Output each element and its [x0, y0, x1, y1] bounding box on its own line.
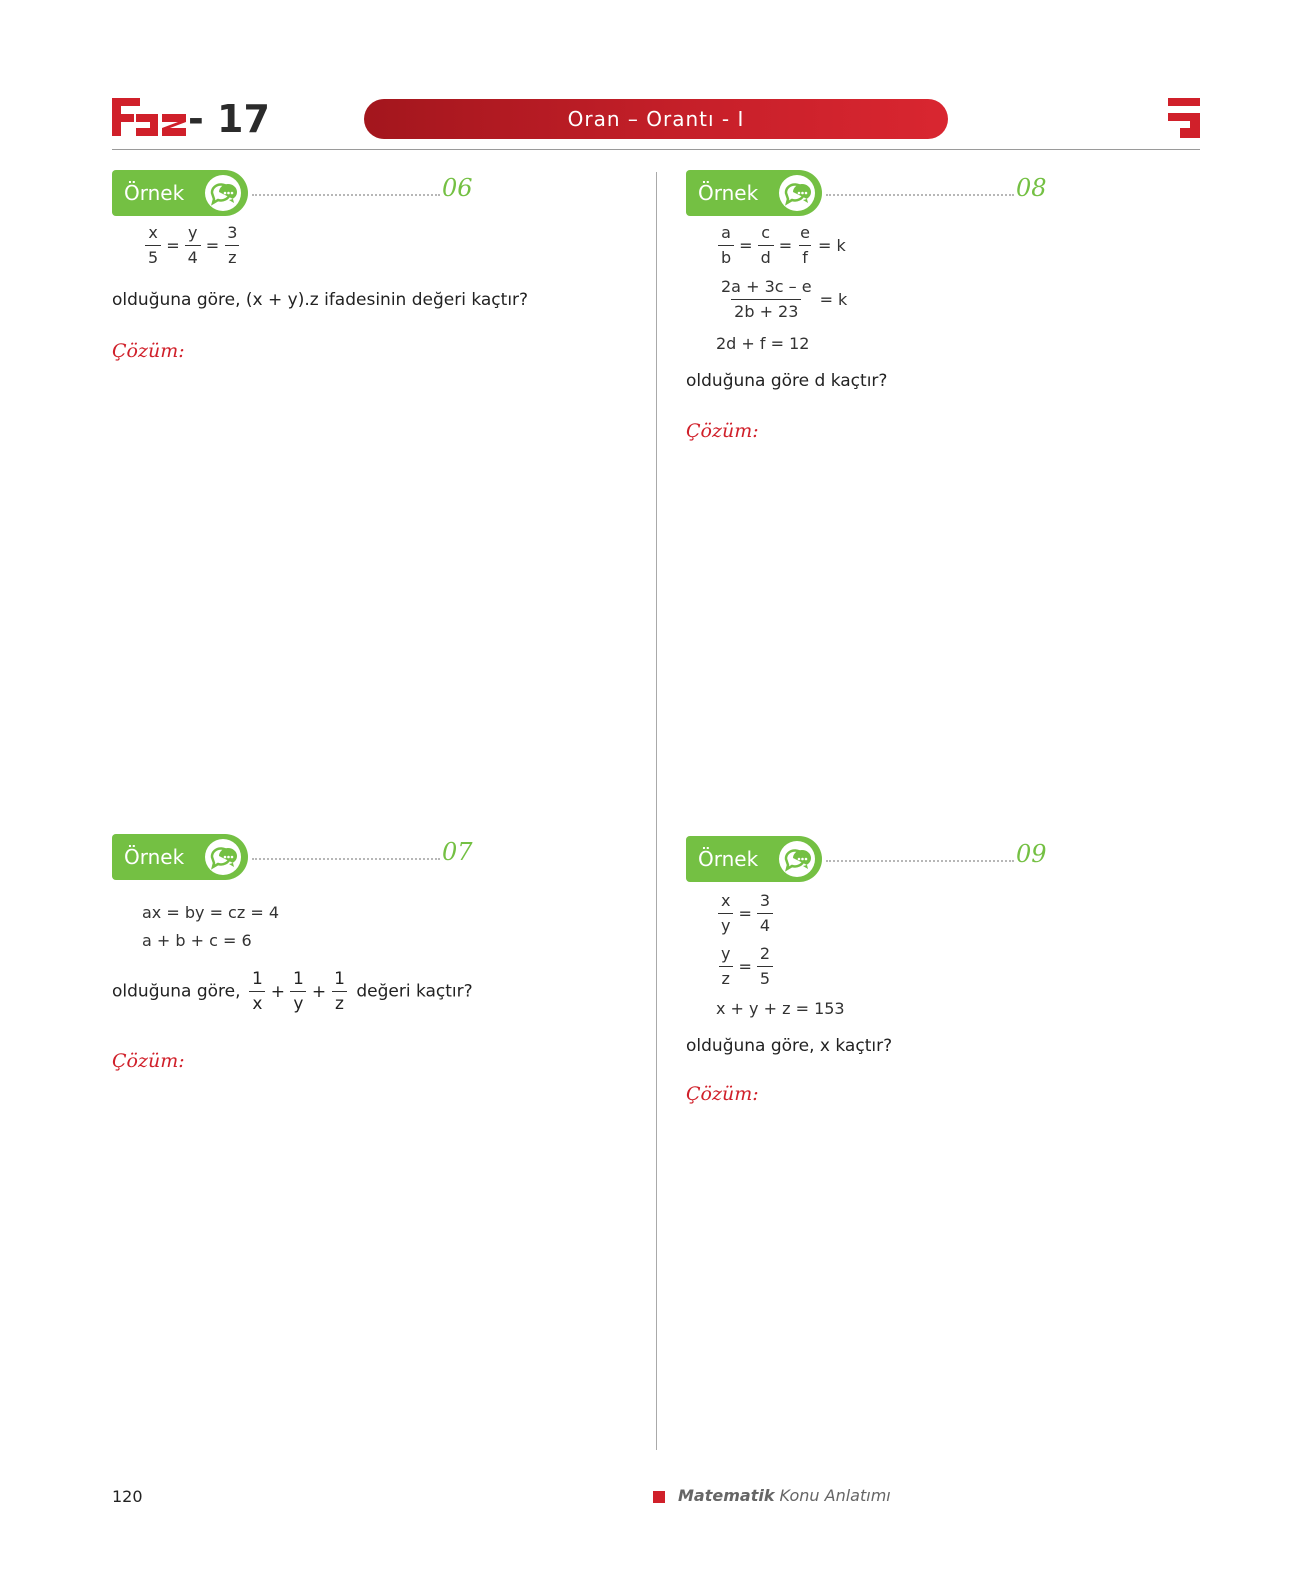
- ex06-question: olduğuna göre, (x + y).z ifadesinin değeri kaçtır?: [112, 290, 529, 310]
- ex06-solution-label: Çözüm:: [112, 340, 185, 362]
- header-rule: [112, 149, 1200, 150]
- fraction: $\frac{3}{z}$: [224, 222, 240, 269]
- example-number: 08: [1016, 174, 1047, 202]
- footer-book-title: Matematik Konu Anlatımı: [678, 1486, 891, 1505]
- ex09-solution-label: Çözüm:: [686, 1083, 759, 1105]
- ex06-equation: $\frac{x}{5}$ = $\frac{y}{4}$ = $\frac{3}{z}$: [142, 222, 243, 269]
- example-number: 06: [442, 174, 473, 202]
- dotted-leader: [826, 194, 1014, 196]
- ex08-equation-1: $\frac{a}{b}$ = $\frac{c}{d}$ = $\frac{e}{f}$ = k: [715, 222, 848, 269]
- fraction: $\frac{3}{4}$: [757, 890, 773, 937]
- column-divider: [656, 172, 657, 1450]
- ornek-label: Örnek: [698, 847, 759, 871]
- ex08-solution-label: Çözüm:: [686, 420, 759, 442]
- dotted-leader: [826, 860, 1014, 862]
- ornek-label: Örnek: [124, 181, 185, 205]
- speech-bubble-icon: [204, 174, 242, 212]
- example-08-header: [686, 170, 1047, 218]
- ex09-question: olduğuna göre, x kaçtır?: [686, 1036, 893, 1056]
- example-06-header: [112, 170, 473, 218]
- fraction: $\frac{a}{b}$: [718, 222, 734, 269]
- chapter-title: Oran – Orantı - I: [364, 99, 948, 139]
- ex07-question: olduğuna göre, $\frac{1}{x}$ + $\frac{1}{y}$ + $\frac{1}{z}$ değeri kaçtır?: [112, 969, 473, 1014]
- fraction: $\frac{x}{y}$: [718, 890, 733, 937]
- example-09-header: [686, 836, 1047, 884]
- speech-bubble-icon: [778, 174, 816, 212]
- ornek-label: Örnek: [124, 845, 185, 869]
- faz-number: - 17: [188, 97, 270, 141]
- faz-logo: [112, 96, 272, 142]
- example-number: 09: [1016, 840, 1047, 868]
- ex07-line-2: a + b + c = 6: [142, 931, 252, 950]
- fraction: $\frac{x}{5}$: [145, 222, 161, 269]
- dotted-leader: [252, 858, 440, 860]
- ex07-solution-label: Çözüm:: [112, 1050, 185, 1072]
- page-number: 120: [112, 1487, 143, 1506]
- ornek-label: Örnek: [698, 181, 759, 205]
- ex09-equation-2: $\frac{y}{z}$ = $\frac{2}{5}$: [715, 943, 776, 990]
- fraction: $\frac{c}{d}$: [758, 222, 774, 269]
- fraction: $\frac{y}{z}$: [718, 943, 733, 990]
- fraction: $\frac{2}{5}$: [757, 943, 773, 990]
- corner-logo-icon: [1168, 98, 1200, 138]
- dotted-leader: [252, 194, 440, 196]
- faz-logo-wordmark: [112, 98, 188, 138]
- ex09-line-3: x + y + z = 153: [716, 999, 845, 1018]
- fraction: $\frac{1}{y}$: [290, 968, 307, 1015]
- example-07-header: [112, 834, 473, 882]
- fraction: $\frac{e}{f}$: [800, 223, 810, 267]
- fraction: $\frac{1}{x}$: [249, 968, 266, 1015]
- ex08-question: olduğuna göre d kaçtır?: [686, 371, 888, 391]
- footer-square-icon: [653, 1491, 665, 1503]
- ex08-equation-2: $\frac{2a + 3c - e}{2b + 23}$ = k: [715, 276, 849, 323]
- speech-bubble-icon: [778, 840, 816, 878]
- ex09-equation-1: $\frac{x}{y}$ = $\frac{3}{4}$: [715, 890, 776, 937]
- fraction: $\frac{y}{4}$: [185, 222, 201, 269]
- fraction: $\frac{2a + 3c - e}{2b + 23}$: [721, 277, 812, 321]
- example-number: 07: [442, 838, 473, 866]
- fraction: $\frac{1}{z}$: [331, 968, 348, 1015]
- ex08-line-3: 2d + f = 12: [716, 334, 810, 353]
- speech-bubble-icon: [204, 838, 242, 876]
- ex07-line-1: ax = by = cz = 4: [142, 903, 280, 922]
